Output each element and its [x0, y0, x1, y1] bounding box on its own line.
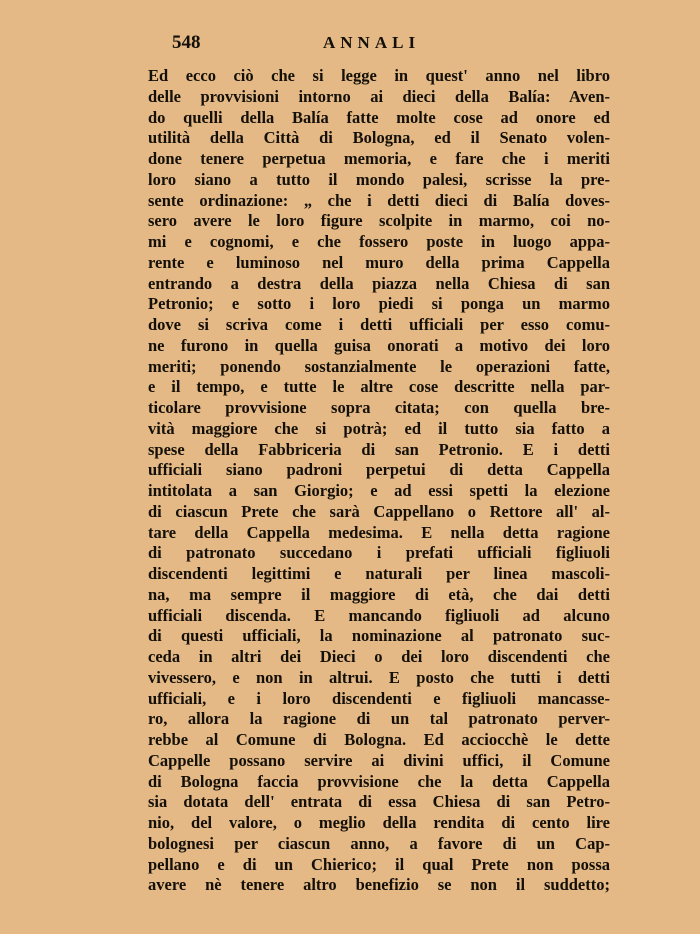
text-line: Petronio; e sotto i loro piedi si ponga un marmo: [148, 294, 610, 314]
text-line: rente e luminoso nel muro della prima Cappella: [148, 252, 610, 272]
text-line: di Bologna faccia provvisione che la detta Cappella: [148, 771, 610, 791]
running-head: ANNALI: [323, 33, 421, 52]
text-line: bolognesi per ciascun anno, a favore di un Cap-: [148, 833, 610, 853]
text-line: tare della Cappella medesima. E nella detta ragione: [148, 522, 610, 542]
text-line: rebbe al Comune di Bologna. Ed acciocchè le dette: [148, 730, 610, 749]
text-line: vità maggiore che si potrà; ed il tutto sia fatto a: [148, 418, 610, 438]
page-number: 548: [172, 32, 201, 53]
text-line: delle provvisioni intorno ai dieci della Balía: Aven-: [148, 86, 610, 106]
text-line: di patronato succedano i prefati ufficiali figliuoli: [148, 543, 610, 563]
text-line: ne furono in quella guisa onorati a motivo dei loro: [148, 335, 610, 355]
text-line: pellano e di un Chierico; il qual Prete non possa: [148, 854, 610, 874]
text-line: ro, allora la ragione di un tal patronato perver-: [148, 709, 610, 729]
text-line: e il tempo, e tutte le altre cose descritte nella par-: [148, 377, 610, 397]
text-line: entrando a destra della piazza nella Chiesa di san: [148, 273, 610, 293]
text-line: ufficiali, e i loro discendenti e figliuoli mancasse-: [148, 688, 610, 708]
text-line: ufficiali discenda. E mancando figliuoli ad alcuno: [148, 605, 610, 625]
text-line: discendenti legittimi e naturali per linea mascoli-: [148, 564, 610, 583]
text-line: sia dotata dell' entrata di essa Chiesa di san Petro-: [148, 792, 610, 812]
text-line: spese della Fabbriceria di san Petronio. E i detti: [148, 439, 610, 459]
text-line: done tenere perpetua memoria, e fare che i meriti: [148, 149, 610, 168]
text-line: vivessero, e non in altrui. E posto che tutti i detti: [148, 667, 610, 687]
text-line: loro siano a tutto il mondo palesi, scrisse la pre-: [148, 169, 610, 189]
text-line: meriti; ponendo sostanzialmente le operazioni fatte,: [148, 356, 610, 376]
text-line: nio, del valore, o meglio della rendita di cento lire: [148, 813, 610, 832]
text-line: Ed ecco ciò che si legge in quest' anno nel libro: [148, 66, 610, 85]
text-line: sente ordinazione: „ che i detti dieci di Balía doves-: [148, 190, 610, 210]
text-line: ufficiali siano padroni perpetui di detta Cappella: [148, 460, 610, 480]
text-line: avere nè tenere altro benefizio se non il suddetto;: [148, 875, 610, 895]
text-line: di questi ufficiali, la nominazione al patronato suc-: [148, 626, 610, 646]
body-text: [148, 66, 610, 896]
page-header: [0, 30, 700, 60]
text-line: dove si scriva come i detti ufficiali per esso comu-: [148, 315, 610, 334]
text-line: ticolare provvisione sopra citata; con quella bre-: [148, 398, 610, 417]
text-line: di ciascun Prete che sarà Cappellano o Rettore all' al-: [148, 501, 610, 521]
text-line: ceda in altri dei Dieci o dei loro discendenti che: [148, 647, 610, 666]
text-line: do quelli della Balía fatte molte cose ad onore ed: [148, 107, 610, 127]
text-line: intitolata a san Giorgio; e ad essi spetti la elezione: [148, 481, 610, 500]
text-line: na, ma sempre il maggiore di età, che dai detti: [148, 584, 610, 604]
text-line: sero avere le loro figure scolpite in marmo, coi no-: [148, 211, 610, 231]
text-line: Cappelle possano servire ai divini uffici, il Comune: [148, 750, 610, 770]
text-line: mi e cognomi, e che fossero poste in luogo appa-: [148, 232, 610, 251]
text-line: utilità della Città di Bologna, ed il Senato volen-: [148, 128, 610, 148]
